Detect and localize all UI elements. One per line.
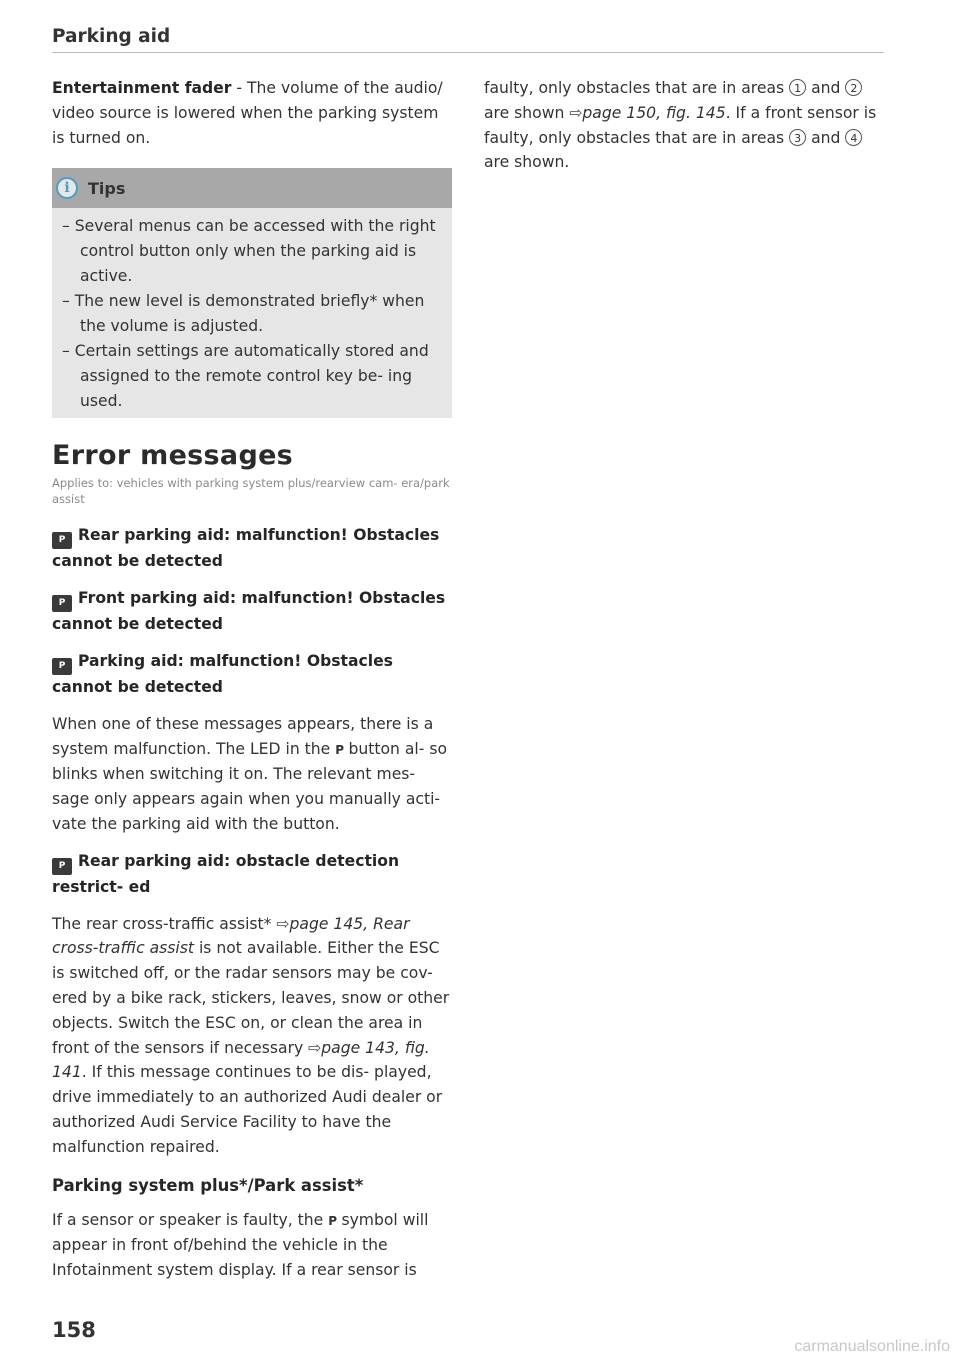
page-reference-link[interactable]: page 143, fig. 141 (52, 1038, 430, 1082)
error-message-rear (52, 523, 452, 574)
watermark: carmanualsonline.info (794, 1338, 950, 1355)
subsection-title: Parking system plus*/Park assist* (52, 1175, 364, 1195)
parking-aid-icon: P (52, 595, 72, 612)
area-callout-2: 2 (845, 79, 862, 96)
sensor-faulty-paragraph (52, 1208, 452, 1283)
fader-text: - The volume of the audio/ video source is lowered when the parking system is turned on. (52, 79, 443, 147)
tips-label: Tips (88, 178, 126, 198)
areas-text: faulty, only obstacles that are in areas (484, 79, 790, 97)
info-icon: i (56, 177, 78, 199)
sensor-text-b: symbol will appear in front of/behind the vehicle in the Infotainment system display. If a rear sensor is (52, 1210, 429, 1280)
right-column (484, 76, 884, 175)
page-reference-link[interactable]: page 145, Rear cross-traffic assist (52, 914, 410, 958)
malfunction-text-b: button al- so blinks when switching it on. The relevant mes- sage only appears again when you manually acti- vate the parking aid with the button. (52, 739, 447, 833)
cross-traffic-text-b: is not available. Either the ESC is switched off, or the radar sensors may be cov- ered by a bike rack, stickers, leaves, snow or other objects. Switch the ESC on, or clean the area in front of the sensors if necessary (52, 939, 450, 1057)
error-message-restricted-text: Rear parking aid: obstacle detection restrict- ed (52, 851, 400, 896)
applies-to-note: Applies to: vehicles with parking system plus/rearview cam- era/park assist (52, 476, 450, 507)
error-message-front-text: Front parking aid: malfunction! Obstacles cannot be detected (52, 589, 446, 634)
tips-header (52, 168, 452, 208)
error-message-general (52, 649, 452, 700)
arrow-icon: ⇨ (308, 1038, 322, 1057)
tip-item: – Certain settings are automatically stored and assigned to the remote control key be- ing used. (62, 339, 442, 414)
page-header-title: Parking aid (52, 26, 171, 47)
error-message-restricted (52, 849, 452, 900)
areas-text: are shown. (484, 153, 570, 172)
area-callout-4: 4 (845, 129, 862, 146)
areas-text: and (806, 128, 846, 147)
parking-aid-icon: P (52, 532, 72, 549)
section-title: Error messages (52, 440, 294, 472)
cross-traffic-text-a: The rear cross-traffic assist* (52, 914, 277, 933)
areas-text: are shown (484, 103, 570, 122)
error-message-general-text: Parking aid: malfunction! Obstacles cannot be detected (52, 651, 393, 696)
error-message-rear-text: Rear parking aid: malfunction! Obstacles cannot be detected (52, 526, 440, 571)
arrow-icon: ⇨ (569, 103, 583, 122)
page-number: 158 (52, 1318, 96, 1342)
areas-text: and (806, 79, 846, 97)
cross-traffic-text-c: . If this message continues to be dis- played, drive immediately to an authorized Audi dealer or authorized Audi Service Facility to have the malfunction repaired. (52, 1063, 443, 1156)
tip-item: – The new level is demonstrated briefly* when the volume is adjusted. (62, 289, 442, 339)
area-callout-1: 1 (789, 79, 806, 96)
sensor-areas-paragraph (484, 76, 884, 175)
tip-item: – Several menus can be accessed with the right control button only when the parking aid is active. (62, 214, 442, 289)
fader-term: Entertainment fader (52, 79, 232, 97)
entertainment-fader-paragraph (52, 76, 452, 150)
left-column (52, 76, 452, 1283)
parking-aid-icon: P (52, 858, 72, 875)
tips-list (52, 208, 452, 418)
malfunction-text-a: When one of these messages appears, there is a system malfunction. The LED in the (52, 714, 434, 758)
parking-symbol-icon: P (328, 1213, 337, 1228)
areas-text: . If a front sensor is faulty, only obstacles that are in areas (484, 103, 877, 147)
cross-traffic-paragraph (52, 912, 452, 1160)
parking-aid-icon: P (52, 658, 72, 675)
sensor-text-a: If a sensor or speaker is faulty, the (52, 1210, 329, 1229)
parking-button-icon: P (335, 742, 344, 757)
page-reference-link[interactable]: page 150, fig. 145 (582, 103, 726, 122)
header-divider (52, 52, 884, 53)
area-callout-3: 3 (789, 129, 806, 146)
arrow-icon: ⇨ (276, 914, 290, 933)
tips-box (52, 168, 452, 418)
malfunction-paragraph (52, 712, 452, 837)
error-message-front (52, 586, 452, 637)
